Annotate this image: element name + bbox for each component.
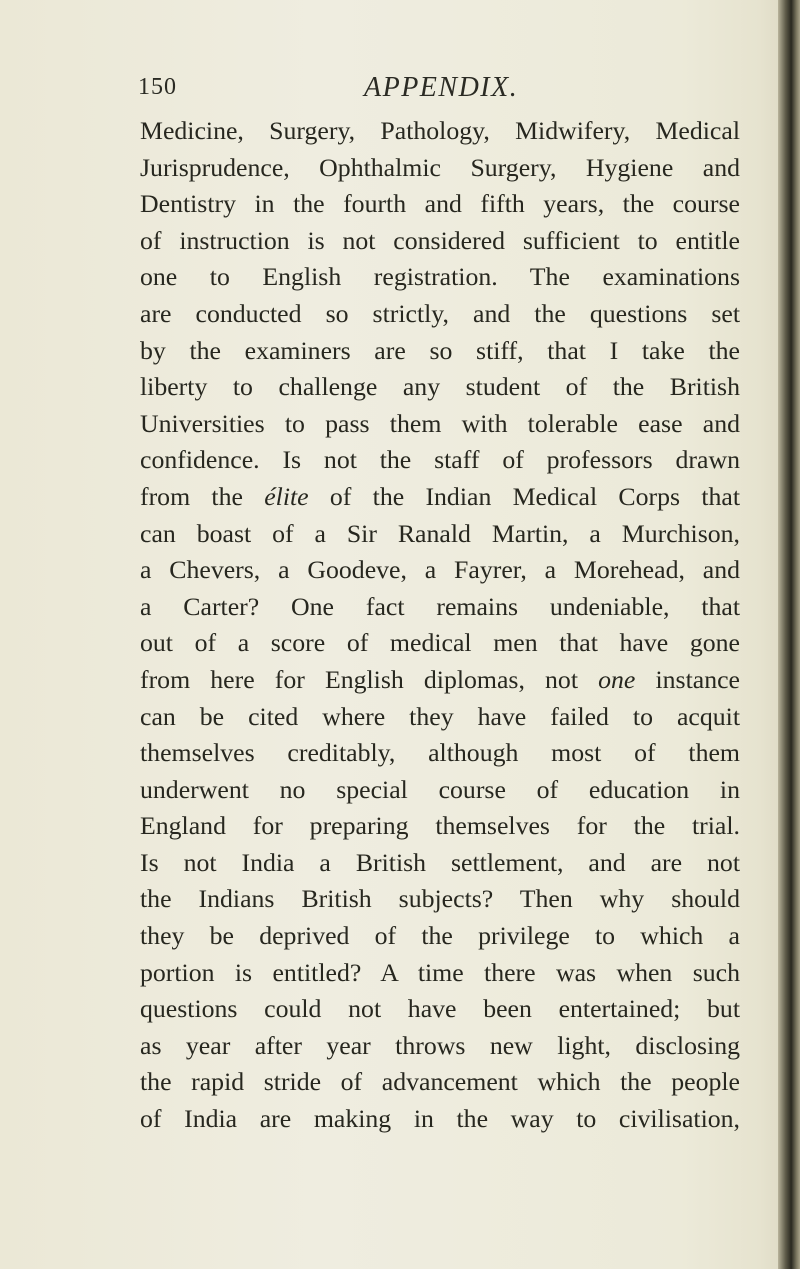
text-line: a Chevers, a Goodeve, a Fayrer, a Morehead, and [140,555,740,585]
text-line: Universities to pass them with tolerable ease and [140,408,740,438]
text-line: of instruction is not considered sufficient to entitle [140,225,740,255]
text-line: England for preparing themselves for the trial. [140,811,740,841]
running-title: APPENDIX. [364,72,519,103]
text-line: themselves creditably, although most of them [140,738,740,768]
text-line: of India are making in the way to civilisation, [140,1104,740,1134]
text-line: confidence. Is not the staff of professors drawn [140,445,740,475]
text-fragment: from here for English diplomas, not [140,664,599,694]
text-line: Medicine, Surgery, Pathology, Midwifery, Medical [140,116,740,145]
text-fragment: of the Indian Medical Corps that [308,481,740,511]
italic-word: one [598,664,636,694]
text-line: out of a score of medical men that have gone [140,628,740,658]
text-line: can be cited where they have failed to acquit [140,701,740,731]
text-fragment: instance [635,664,740,694]
text-line: can boast of a Sir Ranald Martin, a Murchison, [140,518,740,548]
page-edge-shadow [778,0,800,1269]
body-text [140,113,740,1138]
text-line: portion is entitled? A time there was when such [140,957,740,987]
text-line: one to English registration. The examinations [140,262,740,292]
text-line: questions could not have been entertained; but [140,994,740,1024]
text-line: liberty to challenge any student of the British [140,372,740,402]
page-number: 150 [138,74,177,100]
text-line: by the examiners are so stiff, that I take the [140,335,740,365]
text-line: they be deprived of the privilege to which a [140,921,740,951]
text-line: Jurisprudence, Ophthalmic Surgery, Hygiene and [140,152,740,182]
text-line: Is not India a British settlement, and are not [140,847,740,877]
text-line: the rapid stride of advancement which the people [140,1067,740,1097]
text-line: as year after year throws new light, disclosing [140,1030,740,1060]
text-line-with-italic [140,662,740,699]
text-line: a Carter? One fact remains undeniable, that [140,591,740,621]
text-line: the Indians British subjects? Then why should [140,884,740,914]
text-line-with-italic [140,479,740,516]
text-fragment: from the [140,481,265,511]
text-line: are conducted so strictly, and the questions set [140,298,740,328]
text-line: Dentistry in the fourth and fifth years, the course [140,189,740,219]
text-line: underwent no special course of education in [140,774,740,804]
italic-word: élite [264,481,309,511]
